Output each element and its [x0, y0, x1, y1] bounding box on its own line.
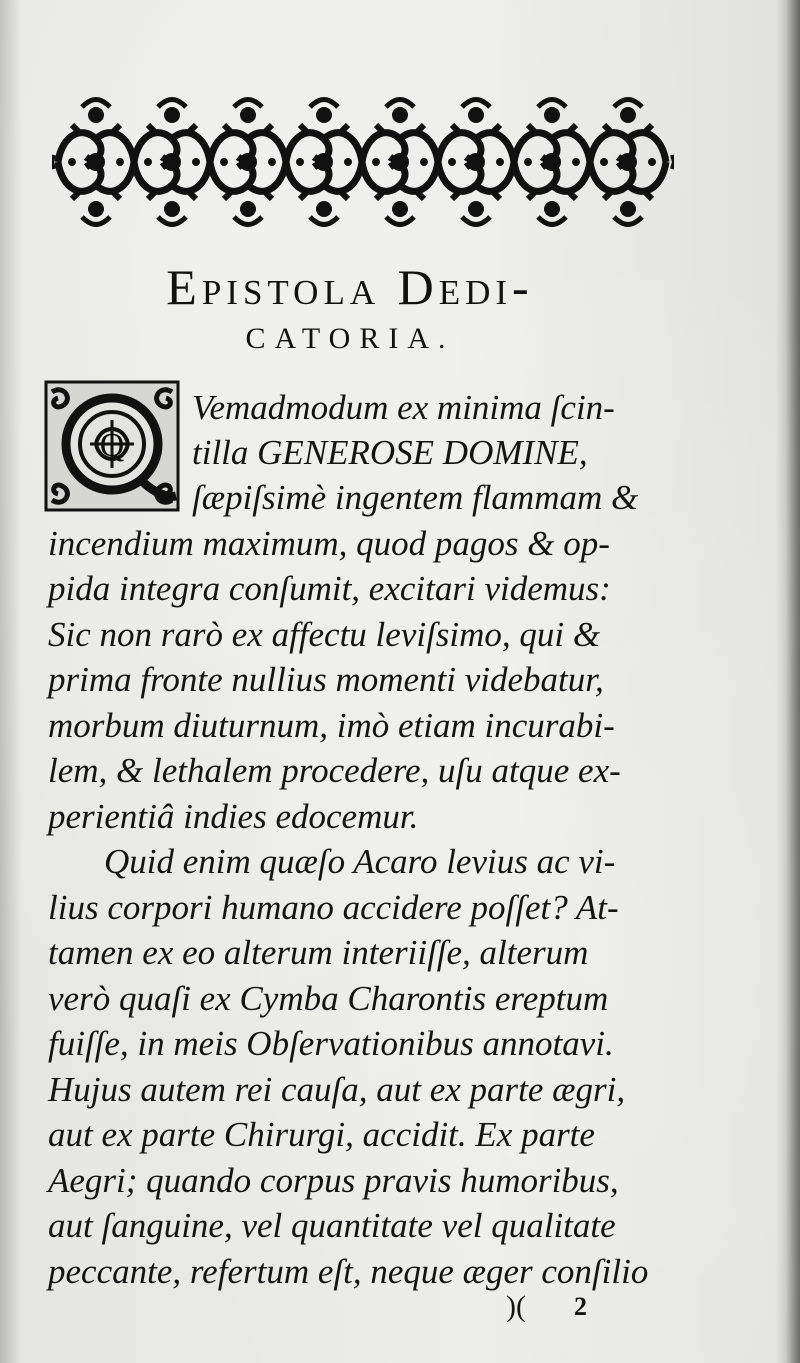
text-line: lem, & lethalem procedere, uſu atque ex-: [48, 751, 621, 790]
text-line: perientiâ indies edocemur.: [48, 797, 419, 836]
page-edge-shadow: [786, 0, 800, 1363]
ornamental-headpiece: [52, 95, 674, 230]
text-line: Aegri; quando corpus pravis humoribus,: [48, 1161, 619, 1200]
text-line: Sic non rarò ex affectu leviſsimo, qui &: [48, 615, 601, 654]
text-line: Hujus autem rei cauſa, aut ex parte ægri,: [48, 1070, 626, 1109]
text-line: peccante, refertum eſt, neque æger conſilio: [48, 1252, 649, 1291]
text-line: verò quaſi ex Cymba Charontis ereptum: [48, 979, 609, 1018]
page-subtitle: CATORIA.: [245, 322, 455, 355]
text-line: Vemadmodum ex minima ſcin-: [192, 388, 615, 427]
text-line: prima fronte nullius momenti videbatur,: [48, 660, 604, 699]
text-line: pida integra conſumit, excitari videmus:: [48, 569, 611, 608]
signature-mark: )(: [506, 1290, 526, 1323]
text-line: ſæpiſsimè ingentem flammam &: [192, 478, 639, 517]
dropcap-letter: Q: [99, 427, 125, 464]
text-line: aut ex parte Chirurgi, accidit. Ex parte: [48, 1115, 595, 1154]
ornamental-dropcap-icon: [44, 380, 180, 512]
page-number: 2: [574, 1292, 587, 1321]
text-line: Quid enim quæſo Acaro levius ac vi-: [104, 842, 616, 881]
text-line: morbum diuturnum, imò etiam incurabi-: [48, 706, 615, 745]
text-line: aut ſanguine, vel quantitate vel qualitate: [48, 1206, 616, 1245]
text-line: tamen ex eo alterum interiiſſe, alterum: [48, 933, 589, 972]
page-title: Epistola Dedi-: [166, 259, 534, 315]
text-line: fuiſſe, in meis Obſervationibus annotavi.: [48, 1024, 614, 1063]
text-line: tilla GENEROSE DOMINE,: [192, 433, 588, 472]
text-line: incendium maximum, quod pagos & op-: [48, 524, 610, 563]
text-line: lius corpori humano accidere poſſet? At-: [48, 888, 619, 927]
